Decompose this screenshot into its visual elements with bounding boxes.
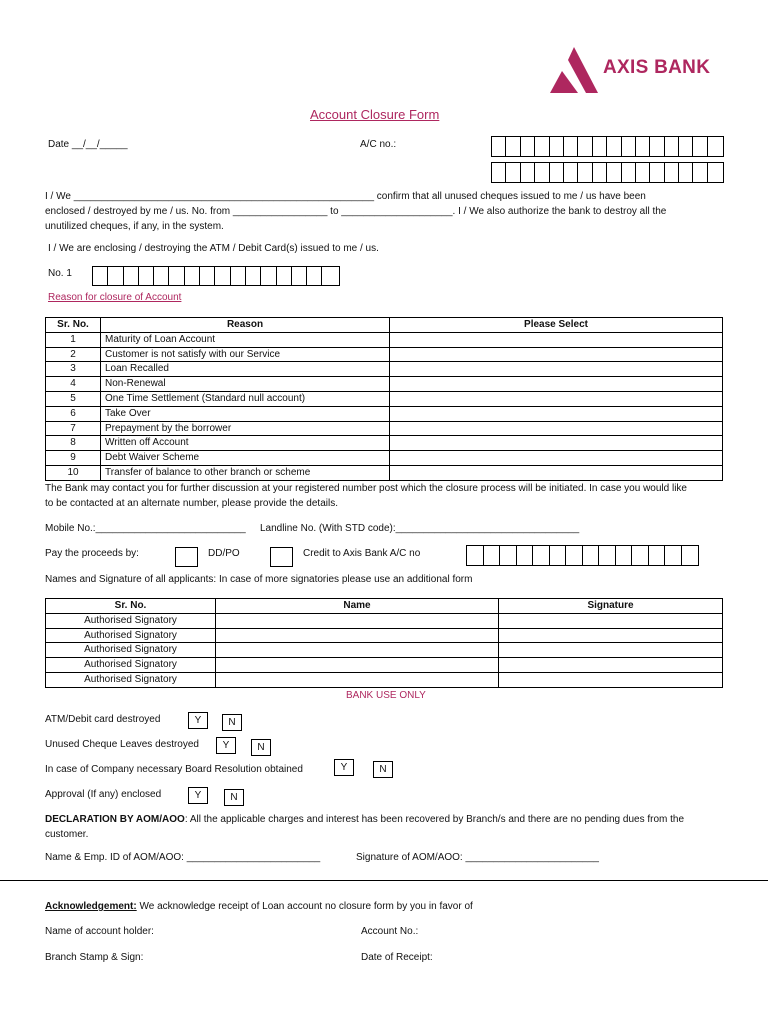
- date-field[interactable]: Date __/__/_____: [48, 139, 128, 150]
- reason-srno: 7: [46, 421, 101, 436]
- digit-box[interactable]: [550, 163, 564, 182]
- digit-box[interactable]: [492, 163, 506, 182]
- digit-box[interactable]: [616, 546, 633, 565]
- col-sig-name: Name: [216, 599, 499, 614]
- reason-text: Take Over: [101, 406, 390, 421]
- reason-heading: Reason for closure of Account: [48, 292, 182, 303]
- signatory-signature-cell[interactable]: [499, 672, 723, 687]
- branch-stamp-label: Branch Stamp & Sign:: [45, 952, 144, 963]
- col-sig-signature: Signature: [499, 599, 723, 614]
- digit-box[interactable]: [200, 267, 215, 285]
- digit-box[interactable]: [292, 267, 307, 285]
- reason-text: Prepayment by the borrower: [101, 421, 390, 436]
- ddpo-label: DD/PO: [208, 548, 240, 559]
- digit-box[interactable]: [564, 137, 578, 156]
- digit-box[interactable]: [533, 546, 550, 565]
- acknowledgement: [45, 901, 473, 912]
- reason-row: [46, 362, 723, 377]
- digit-box[interactable]: [679, 163, 693, 182]
- signatory-label: Authorised Signatory: [46, 672, 216, 687]
- reason-text: Non-Renewal: [101, 377, 390, 392]
- digit-box[interactable]: [578, 163, 592, 182]
- digit-box[interactable]: [636, 163, 650, 182]
- aom-name-field[interactable]: Name & Emp. ID of AOM/AOO: ________________________: [45, 852, 321, 863]
- digit-box[interactable]: [679, 137, 693, 156]
- ac-label: A/C no.:: [360, 139, 397, 150]
- signatory-label: Authorised Signatory: [46, 613, 216, 628]
- check-board-label: In case of Company necessary Board Resolution obtained: [45, 764, 303, 775]
- reason-text: Customer is not satisfy with our Service: [101, 347, 390, 362]
- reason-srno: 1: [46, 332, 101, 347]
- ddpo-checkbox[interactable]: [175, 547, 198, 567]
- credit-ac-boxes[interactable]: [466, 545, 699, 566]
- bank-name: AXIS BANK: [603, 57, 711, 78]
- aom-declaration-line-2: customer.: [45, 829, 89, 840]
- signatory-label: Authorised Signatory: [46, 628, 216, 643]
- digit-box[interactable]: [521, 137, 535, 156]
- digit-box[interactable]: [108, 267, 123, 285]
- reason-srno: 10: [46, 465, 101, 480]
- reason-text: Transfer of balance to other branch or scheme: [101, 465, 390, 480]
- signatory-label: Authorised Signatory: [46, 658, 216, 673]
- digit-box[interactable]: [93, 267, 108, 285]
- digit-box[interactable]: [693, 163, 707, 182]
- reason-select-cell[interactable]: [390, 377, 723, 392]
- ac-number-boxes[interactable]: [491, 136, 724, 157]
- digit-box[interactable]: [154, 267, 169, 285]
- signatory-row: [46, 643, 723, 658]
- receipt-date-label: Date of Receipt:: [361, 952, 433, 963]
- digit-box[interactable]: [277, 267, 292, 285]
- digit-box[interactable]: [593, 163, 607, 182]
- ack-text: We acknowledge receipt of Loan account no closure form by you in favor of: [136, 901, 473, 912]
- declaration-line-2: enclosed / destroyed by me / us. No. from _________________ to ____________________. I / We also authorize the bank to destroy all the: [45, 206, 667, 217]
- reason-row: [46, 347, 723, 362]
- reason-srno: 9: [46, 451, 101, 466]
- check-cheque-no[interactable]: N: [251, 739, 271, 756]
- digit-box[interactable]: [517, 546, 534, 565]
- reason-text: One Time Settlement (Standard null account): [101, 391, 390, 406]
- check-cheque-label: Unused Cheque Leaves destroyed: [45, 739, 199, 750]
- digit-box[interactable]: [535, 163, 549, 182]
- reason-row: [46, 421, 723, 436]
- reason-select-cell[interactable]: [390, 391, 723, 406]
- digit-box[interactable]: [665, 137, 679, 156]
- reason-select-cell[interactable]: [390, 465, 723, 480]
- digit-box[interactable]: [566, 546, 583, 565]
- contact-line-1: The Bank may contact you for further discussion at your registered number post which the closure process will be initiated. In case you would like: [45, 483, 687, 494]
- col-reason: Reason: [101, 318, 390, 333]
- digit-box[interactable]: [124, 267, 139, 285]
- digit-box[interactable]: [665, 546, 682, 565]
- reason-row: [46, 436, 723, 451]
- reason-text: Written off Account: [101, 436, 390, 451]
- bank-use-heading: BANK USE ONLY: [346, 690, 426, 701]
- reason-table: [45, 317, 723, 481]
- mobile-field[interactable]: Mobile No.:___________________________: [45, 523, 246, 534]
- digit-box[interactable]: [231, 267, 246, 285]
- digit-box[interactable]: [650, 137, 664, 156]
- digit-box[interactable]: [484, 546, 501, 565]
- reason-select-cell[interactable]: [390, 406, 723, 421]
- signatory-row: [46, 672, 723, 687]
- reason-table-header: [46, 318, 723, 333]
- reason-text: Maturity of Loan Account: [101, 332, 390, 347]
- atm-line: I / We are enclosing / destroying the ATM / Debit Card(s) issued to me / us.: [48, 243, 379, 254]
- signatory-name-cell[interactable]: [216, 658, 499, 673]
- contact-para: [45, 481, 687, 511]
- declaration-line-3: unutilized cheques, if any, in the system.: [45, 221, 224, 232]
- ac-number-boxes-2[interactable]: [491, 162, 724, 183]
- digit-box[interactable]: [682, 546, 698, 565]
- digit-box[interactable]: [261, 267, 276, 285]
- signatory-label: Authorised Signatory: [46, 643, 216, 658]
- check-atm-label: ATM/Debit card destroyed: [45, 714, 161, 725]
- signatory-name-cell[interactable]: [216, 672, 499, 687]
- digit-box[interactable]: [550, 137, 564, 156]
- ack-account-label: Account No.:: [361, 926, 419, 937]
- signatory-name-cell[interactable]: [216, 628, 499, 643]
- signatory-name-cell[interactable]: [216, 643, 499, 658]
- reason-srno: 5: [46, 391, 101, 406]
- digit-box[interactable]: [307, 267, 322, 285]
- digit-box[interactable]: [622, 163, 636, 182]
- ack-label: Acknowledgement:: [45, 901, 137, 912]
- reason-select-cell[interactable]: [390, 451, 723, 466]
- reason-srno: 6: [46, 406, 101, 421]
- reason-select-cell[interactable]: [390, 332, 723, 347]
- check-board-yes[interactable]: Y: [334, 759, 354, 776]
- digit-box[interactable]: [564, 163, 578, 182]
- digit-box[interactable]: [467, 546, 484, 565]
- reason-row: [46, 406, 723, 421]
- digit-box[interactable]: [649, 546, 666, 565]
- reason-row: [46, 391, 723, 406]
- digit-box[interactable]: [500, 546, 517, 565]
- digit-box[interactable]: [506, 163, 520, 182]
- reason-srno: 3: [46, 362, 101, 377]
- reason-srno: 4: [46, 377, 101, 392]
- digit-box[interactable]: [636, 137, 650, 156]
- col-sig-srno: Sr. No.: [46, 599, 216, 614]
- signatory-signature-cell[interactable]: [499, 613, 723, 628]
- form-title: Account Closure Form: [310, 107, 440, 122]
- axis-bank-logo-icon: [548, 47, 598, 93]
- check-approval-label: Approval (If any) enclosed: [45, 789, 162, 800]
- digit-box[interactable]: [521, 163, 535, 182]
- digit-box[interactable]: [506, 137, 520, 156]
- reason-srno: 8: [46, 436, 101, 451]
- holder-name-label: Name of account holder:: [45, 926, 154, 937]
- signatory-signature-cell[interactable]: [499, 628, 723, 643]
- signatory-signature-cell[interactable]: [499, 643, 723, 658]
- digit-box[interactable]: [607, 137, 621, 156]
- col-select: Please Select: [390, 318, 723, 333]
- digit-box[interactable]: [583, 546, 600, 565]
- check-atm-no[interactable]: N: [222, 714, 242, 731]
- reason-text: Loan Recalled: [101, 362, 390, 377]
- digit-box[interactable]: [215, 267, 230, 285]
- digit-box[interactable]: [665, 163, 679, 182]
- aom-declaration-text: : All the applicable charges and interest has been recovered by Branch/s and there are no pending dues from the: [184, 814, 685, 825]
- reason-select-cell[interactable]: [390, 436, 723, 451]
- reason-row: [46, 465, 723, 480]
- credit-checkbox[interactable]: [270, 547, 293, 567]
- declaration-para: [45, 189, 666, 234]
- col-srno: Sr. No.: [46, 318, 101, 333]
- reason-row: [46, 451, 723, 466]
- aom-declaration-label: DECLARATION BY AOM/AOO: [45, 814, 185, 825]
- digit-box[interactable]: [607, 163, 621, 182]
- aom-signature-field[interactable]: Signature of AOM/AOO: ________________________: [356, 852, 599, 863]
- digit-box[interactable]: [492, 137, 506, 156]
- reason-select-cell[interactable]: [390, 421, 723, 436]
- pay-label: Pay the proceeds by:: [45, 548, 139, 559]
- check-approval-no[interactable]: N: [224, 789, 244, 806]
- digit-box[interactable]: [599, 546, 616, 565]
- reason-select-cell[interactable]: [390, 347, 723, 362]
- digit-box[interactable]: [632, 546, 649, 565]
- signatories-intro: Names and Signature of all applicants: In case of more signatories please use an additional form: [45, 574, 473, 585]
- digit-box[interactable]: [535, 137, 549, 156]
- digit-box[interactable]: [650, 163, 664, 182]
- signatory-signature-cell[interactable]: [499, 658, 723, 673]
- check-cheque-yes[interactable]: Y: [216, 737, 236, 754]
- digit-box[interactable]: [246, 267, 261, 285]
- digit-box[interactable]: [708, 137, 721, 156]
- reason-text: Debt Waiver Scheme: [101, 451, 390, 466]
- check-atm-yes[interactable]: Y: [188, 712, 208, 729]
- landline-field[interactable]: Landline No. (With STD code):_________________________________: [260, 523, 580, 534]
- check-approval-yes[interactable]: Y: [188, 787, 208, 804]
- reason-row: [46, 377, 723, 392]
- signatory-name-cell[interactable]: [216, 613, 499, 628]
- digit-box[interactable]: [708, 163, 721, 182]
- aom-declaration: [45, 812, 684, 842]
- check-board-no[interactable]: N: [373, 761, 393, 778]
- bank-logo: [548, 47, 598, 96]
- digit-box[interactable]: [322, 267, 336, 285]
- declaration-line-1: I / We ______________________________________________________ confirm that all unused cheques issued to me / us have been: [45, 191, 646, 202]
- digit-box[interactable]: [139, 267, 154, 285]
- digit-box[interactable]: [169, 267, 184, 285]
- signatory-table-header: [46, 599, 723, 614]
- signatory-row: [46, 613, 723, 628]
- contact-line-2: to be contacted at an alternate number, please provide the details.: [45, 498, 338, 509]
- digit-box[interactable]: [550, 546, 567, 565]
- credit-label: Credit to Axis Bank A/C no: [303, 548, 421, 559]
- reason-srno: 2: [46, 347, 101, 362]
- digit-box[interactable]: [578, 137, 592, 156]
- digit-box[interactable]: [593, 137, 607, 156]
- reason-row: [46, 332, 723, 347]
- digit-box[interactable]: [693, 137, 707, 156]
- digit-box[interactable]: [185, 267, 200, 285]
- digit-box[interactable]: [622, 137, 636, 156]
- signatory-row: [46, 658, 723, 673]
- card-no-label: No. 1: [48, 268, 72, 279]
- reason-select-cell[interactable]: [390, 362, 723, 377]
- signatory-row: [46, 628, 723, 643]
- signatory-table: [45, 598, 723, 688]
- card-number-boxes[interactable]: [92, 266, 340, 286]
- section-divider: [0, 880, 768, 881]
